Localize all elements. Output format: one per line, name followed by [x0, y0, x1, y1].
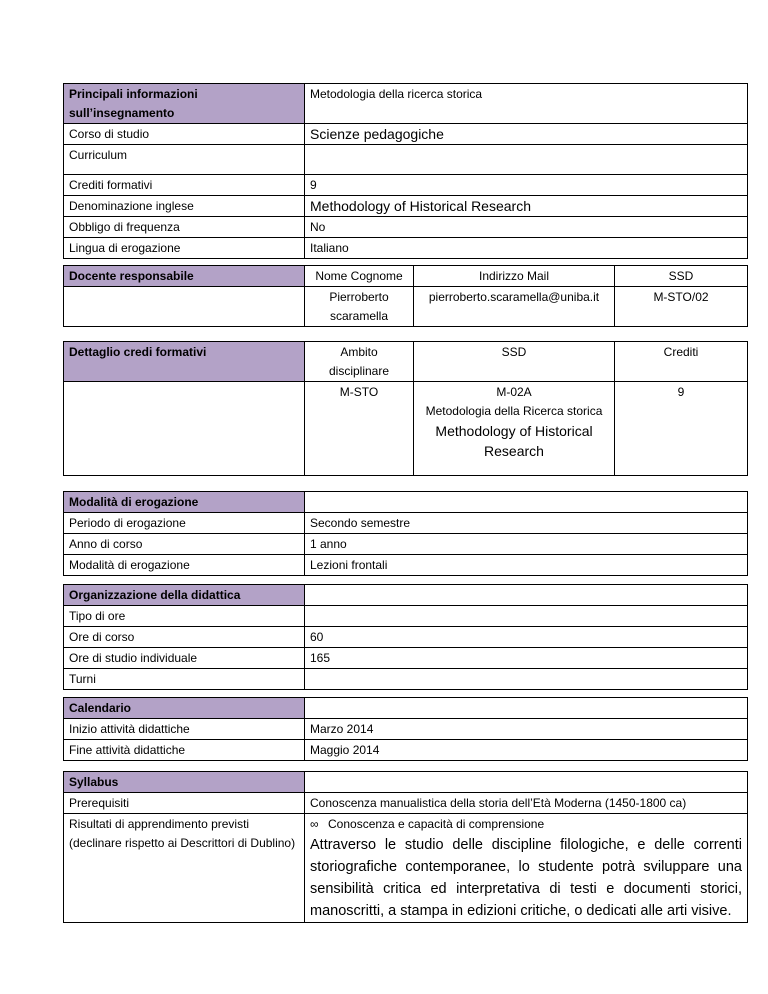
info-main-label: Principali informazioni sull’insegnamento [64, 84, 305, 124]
modalita-modalita-value: Lezioni frontali [305, 555, 748, 576]
docente-name: Pierroberto scaramella [305, 287, 414, 327]
infinity-bullet-icon: ∞ [310, 817, 319, 831]
docente-col-name-header: Nome Cognome [305, 266, 414, 287]
info-row-main [64, 84, 748, 124]
syllabus-prereq-label: Prerequisiti [64, 793, 305, 814]
info-main-value: Metodologia della ricerca storica [305, 84, 748, 124]
organizzazione-ore-corso-value: 60 [305, 627, 748, 648]
organizzazione-turni-value [305, 669, 748, 690]
crediti-ssd-name: Metodologia della Ricerca storica [425, 404, 603, 418]
calendario-inizio-value: Marzo 2014 [305, 719, 748, 740]
syllabus-header-empty [305, 772, 748, 793]
crediti-col-ssd-header: SSD [414, 342, 615, 382]
info-corso-value: Scienze pedagogiche [305, 124, 748, 145]
crediti-value: 9 [615, 382, 748, 476]
info-crediti-value: 9 [305, 175, 748, 196]
info-obbligo-value: No [305, 217, 748, 238]
docente-empty-cell [64, 287, 305, 327]
modalita-anno-label: Anno di corso [64, 534, 305, 555]
organizzazione-tipo-label: Tipo di ore [64, 606, 305, 627]
crediti-ssd-code: M-02A [496, 385, 532, 399]
modalita-table [63, 491, 748, 576]
organizzazione-ore-studio-label: Ore di studio individuale [64, 648, 305, 669]
crediti-ssd-cell [414, 382, 615, 476]
syllabus-table [63, 771, 748, 923]
modalita-periodo-value: Secondo semestre [305, 513, 748, 534]
modalita-periodo-label: Periodo di erogazione [64, 513, 305, 534]
info-curriculum-value [305, 145, 748, 175]
modalita-header-empty [305, 492, 748, 513]
syllabus-bullet-line [310, 815, 742, 834]
organizzazione-header: Organizzazione della didattica [64, 585, 305, 606]
organizzazione-ore-corso-label: Ore di corso [64, 627, 305, 648]
docente-col-ssd-header: SSD [615, 266, 748, 287]
crediti-col-crediti-header: Crediti [615, 342, 748, 382]
organizzazione-turni-label: Turni [64, 669, 305, 690]
docente-col-email-header: Indirizzo Mail [414, 266, 615, 287]
crediti-col-ambito-header: Ambito disciplinare [305, 342, 414, 382]
syllabus-header: Syllabus [64, 772, 305, 793]
syllabus-prereq-value: Conoscenza manualistica della storia dell’Età Moderna (1450-1800 ca) [305, 793, 748, 814]
syllabus-risultati-cell [305, 814, 748, 923]
modalita-anno-value: 1 anno [305, 534, 748, 555]
info-row-corso [64, 124, 748, 145]
modalita-header: Modalità di erogazione [64, 492, 305, 513]
info-row-lingua [64, 238, 748, 259]
calendario-table [63, 697, 748, 761]
info-denominazione-value: Methodology of Historical Research [305, 196, 748, 217]
organizzazione-ore-studio-value: 165 [305, 648, 748, 669]
syllabus-risultati-label: Risultati di apprendimento previsti (declinare rispetto ai Descrittori di Dublino) [64, 814, 305, 923]
organizzazione-header-empty [305, 585, 748, 606]
info-table [63, 83, 748, 259]
info-crediti-label: Crediti formativi [64, 175, 305, 196]
syllabus-body-text: Attraverso le studio delle discipline filologiche, e delle correnti storiografiche contemporanee, lo studente potrà sviluppare una sensibilità critica ed interpretativa di testi e documenti storici, manoscritti, a stampa in edizioni critiche, o dedicati alle arti visive. [310, 837, 742, 919]
calendario-header: Calendario [64, 698, 305, 719]
crediti-empty-cell [64, 382, 305, 476]
crediti-ssd-name-en: Methodology of Historical Research [435, 423, 593, 459]
info-row-obbligo [64, 217, 748, 238]
info-row-curriculum [64, 145, 748, 175]
docente-ssd: M-STO/02 [615, 287, 748, 327]
info-row-crediti [64, 175, 748, 196]
crediti-table [63, 341, 748, 476]
info-lingua-label: Lingua di erogazione [64, 238, 305, 259]
crediti-header: Dettaglio credi formativi [64, 342, 305, 382]
modalita-modalita-label: Modalità di erogazione [64, 555, 305, 576]
docente-email: pierroberto.scaramella@uniba.it [414, 287, 615, 327]
calendario-inizio-label: Inizio attività didattiche [64, 719, 305, 740]
info-lingua-value: Italiano [305, 238, 748, 259]
docente-table [63, 265, 748, 327]
info-corso-label: Corso di studio [64, 124, 305, 145]
calendario-header-empty [305, 698, 748, 719]
organizzazione-table [63, 584, 748, 690]
organizzazione-tipo-value [305, 606, 748, 627]
info-denominazione-label: Denominazione inglese [64, 196, 305, 217]
info-curriculum-label: Curriculum [64, 145, 305, 175]
calendario-fine-value: Maggio 2014 [305, 740, 748, 761]
syllabus-bullet-text: Conoscenza e capacità di comprensione [328, 817, 545, 831]
info-row-denominazione [64, 196, 748, 217]
docente-header: Docente responsabile [64, 266, 305, 287]
calendario-fine-label: Fine attività didattiche [64, 740, 305, 761]
crediti-ambito: M-STO [305, 382, 414, 476]
info-obbligo-label: Obbligo di frequenza [64, 217, 305, 238]
